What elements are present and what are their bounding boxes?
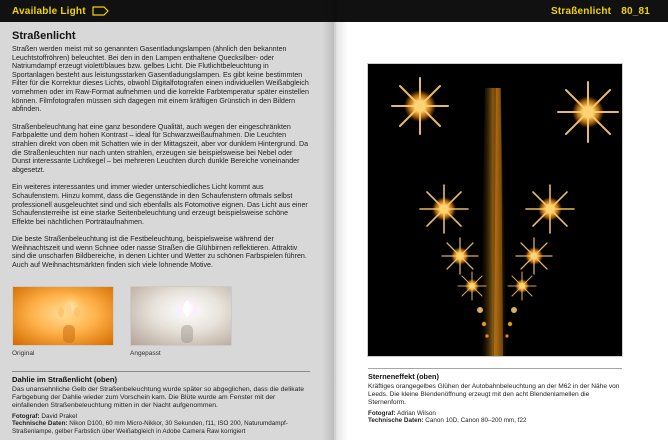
- paragraph-4: Die beste Straßenbeleuchtung ist die Festbeleuchtung, beispielsweise während der Weihnachtszeit und wenn Schnee oder nasse Straßen die Glühbirnen reflektieren. Attraktiv sind die unscharfen Bildbereiche, in denen Lichter und Wetter zu schönen Farbspielen führen. Auch auf Weihnachtsmärkten finden sich viele lohnende Motive.: [12, 235, 307, 270]
- left-caption-text: Das unansehnliche Gelb der Straßenbeleuchtung wurde später so abgeglichen, dass die delikate Farbgebung der Dahlie wieder zum Vorschein kam. Die Blüte wurde am Fenster mit der einfallenden Straßenbeleuchtung mitten in der Nacht aufgenommen.: [12, 386, 305, 410]
- right-caption-title: Sterneneffekt (oben): [368, 372, 439, 381]
- paragraph-1: Straßen werden meist mit so genannten Gasentladungslampen (ähnlich den bekannten Leuchtstoffröhren) beleuchtet. Bei den in den Lampen enthaltene Quecksilber- oder Natriumdampf erzeugt violett/blaues bzw. gelbes Licht. Die Flutlichtbeleuchtung in Sportanlagen besteht aus leistungsstarken Gasentladungslampen. Es gibt keine bestimmten Filter für die Korrektur dieses Lichts, obwohl Digitalfotografen einen individuellen Weißabgleich vornehmen oder im Raw-Format aufnehmen und die korrekte Farbtemperatur später einstellen können. Filmfotografen müssen sich dagegen mit einem kräftigen Grünstich in den Bildern abfinden.: [12, 45, 309, 114]
- left-text-block: [12, 30, 310, 279]
- left-caption-tech-line: [12, 420, 310, 436]
- original-flower-image: [12, 286, 114, 346]
- original-label: Original: [12, 350, 35, 357]
- right-caption-text: Kräftiges orangegelbes Glühen der Autobahnbeleuchtung an der M62 in der Nähe von Leeds. Die kleine Blendenöffnung erzeugt mit den acht Blendenlamellen die Sternenform.: [368, 383, 620, 407]
- starburst-photo: [368, 64, 622, 356]
- photographer-name: Adrian Wilson: [397, 409, 436, 417]
- page-numbers: 80_81: [621, 5, 650, 17]
- arrow-tag-icon: [92, 6, 110, 16]
- comparison-images: [12, 286, 310, 357]
- right-header-bar: [334, 0, 668, 22]
- right-caption-tech-line: [368, 417, 622, 425]
- tech-label: Technische Daten:: [368, 417, 424, 425]
- right-caption: [368, 368, 622, 425]
- adjusted-flower-image: [130, 286, 232, 346]
- photographer-label: Fotograf:: [12, 412, 40, 420]
- paragraph-3: Ein weiteres interessantes und immer wieder unterschiedliches Licht kommt aus Schaufenstern. Hinzu kommt, dass die Gegenstände in den Schaufenstern oftmals selbst professionell ausgeleuchtet sind und sich ebenfalls als Fotomotive eignen. Das Licht aus einer Schaufensterreihe ist eine starke Seitenbeleuchtung und erzeugt beispielsweise schöne Effekte bei nächtlichen Porträtaufnahmen.: [12, 183, 308, 226]
- tech-label: Technische Daten:: [12, 420, 68, 428]
- paragraph-2: Straßenbeleuchtung hat eine ganz besondere Qualität, auch wegen der eingeschränkten Farbpalette und dem hohen Kontrast – ideal für Schwarzweißaufnahmen. Die Leuchten strahlen direkt von oben mit Schatten wie in der Mittagszeit, aber vor dunklem Hintergrund. Da die Straßenleuchten nur nach unten strahlen, erzeugen sie beispielsweise bei Nebel oder Dunst interessante Lichtkegel – bei mehreren Leuchten durch dunkle Bereiche voneinander abgesetzt.: [12, 122, 309, 174]
- left-caption-photographer-line: [12, 413, 310, 421]
- left-header-title: Available Light: [12, 5, 86, 17]
- photographer-name: David Prakel: [41, 412, 78, 420]
- adjusted-label: Angepasst: [130, 350, 161, 357]
- right-caption-photographer-line: [368, 410, 622, 418]
- left-header-bar: [0, 0, 334, 22]
- tech-text: Nikon D100, 60 mm Micro-Nikkor, 30 Sekunden, f11, ISO 200, Naturumdampf-Straßenlampe, gelber Farbstich über Weißabgleich in Adobe Camera Raw korrigiert: [12, 420, 288, 436]
- right-header-title: Straßenlicht: [550, 5, 612, 17]
- tech-text: Canon 10D, Canon 80–200 mm, f22: [425, 417, 527, 425]
- left-caption-title: Dahlie im Straßenlicht (oben): [12, 375, 118, 384]
- photographer-label: Fotograf:: [368, 409, 396, 417]
- section-heading: Straßenlicht: [12, 30, 76, 42]
- left-caption: [12, 371, 310, 436]
